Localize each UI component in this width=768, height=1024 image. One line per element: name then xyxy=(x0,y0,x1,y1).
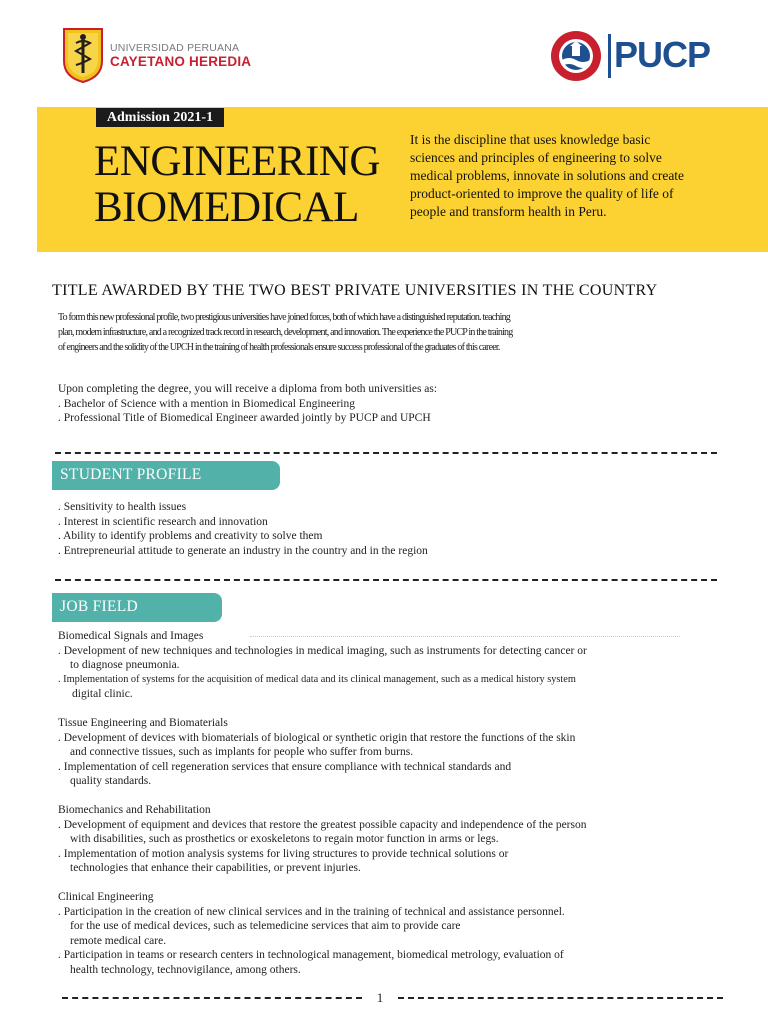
footer-divider-left xyxy=(62,997,362,1001)
program-title-line1: ENGINEERING xyxy=(94,138,380,185)
job-group-biomechanics xyxy=(58,803,748,876)
list-item: . Development of devices with biomaterials of biological or synthetic origin that restore the functions of the skin xyxy=(58,731,576,744)
job-field-tag: JOB FIELD xyxy=(52,593,222,622)
list-item-continuation: with disabilities, such as prosthetics or exoskeletons to regain motor function in arms or legs. xyxy=(70,833,499,845)
list-item-continuation: remote medical care. xyxy=(70,934,167,947)
list-item: . Ability to identify problems and creativity to solve them xyxy=(58,530,323,542)
pucp-wordmark: PUCP xyxy=(614,34,711,75)
admission-badge: Admission 2021-1 xyxy=(96,108,224,127)
divider xyxy=(55,579,717,583)
job-group-heading: Biomedical Signals and Images xyxy=(58,630,204,642)
upch-name-line2: CAYETANO HEREDIA xyxy=(110,54,252,69)
list-item: . Implementation of systems for the acquisition of medical data and its clinical management, such as a medical history system xyxy=(58,673,576,685)
student-profile-tag: STUDENT PROFILE xyxy=(52,461,280,490)
job-group-signals xyxy=(58,629,748,702)
section-heading: TITLE AWARDED BY THE TWO BEST PRIVATE UNIVERSITIES IN THE COUNTRY xyxy=(52,282,658,299)
list-item-continuation: quality standards. xyxy=(70,775,152,787)
job-group-heading: Clinical Engineering xyxy=(58,891,154,903)
job-group-heading: Tissue Engineering and Biomaterials xyxy=(58,717,228,729)
footer-divider-right xyxy=(398,997,723,1001)
list-item-continuation: and connective tissues, such as implants for people who suffer from burns. xyxy=(70,746,414,758)
program-title-line2: BIOMEDICAL xyxy=(94,184,359,231)
job-group-tissue xyxy=(58,716,748,789)
list-item: . Participation in teams or research centers in technological management, biomedical metrology, evaluation of xyxy=(58,949,564,961)
upch-logo xyxy=(62,27,262,83)
pucp-divider xyxy=(608,34,611,78)
list-item-continuation: technologies that enhance their capabilities, or prevent injuries. xyxy=(70,862,361,874)
upch-shield-icon xyxy=(62,27,104,83)
diploma-item: . Professional Title of Biomedical Engineer awarded jointly by PUCP and UPCH xyxy=(58,412,431,424)
list-item-continuation: health technology, technovigilance, among others. xyxy=(70,963,301,976)
list-item: . Interest in scientific research and innovation xyxy=(58,515,268,528)
list-item: . Entrepreneurial attitude to generate an industry in the country and in the region xyxy=(58,544,428,557)
diploma-item: . Bachelor of Science with a mention in Biomedical Engineering xyxy=(58,397,355,410)
intro-paragraph: To form this new professional profile, two prestigious universities have joined forces, both of which have a distinguished reputation. teaching plan, modern infrastructure, and a recognized track record in research, development, and innovation. The experience the PUCP in the training of engineers and the solidity of the UPCH in the training of health professionals ensure success professional of the graduates of this career. xyxy=(58,312,513,353)
list-item: . Participation in the creation of new clinical services and in the training of technical and assistance personnel. xyxy=(58,905,565,918)
list-item-continuation: digital clinic. xyxy=(72,688,133,700)
list-item: . Implementation of cell regeneration services that ensure compliance with technical standards and xyxy=(58,760,512,773)
list-item: . Development of equipment and devices that restore the greatest possible capacity and independence of the person xyxy=(58,818,587,831)
diploma-intro: Upon completing the degree, you will receive a diploma from both universities as: xyxy=(58,383,438,395)
program-description: It is the discipline that uses knowledge basic sciences and principles of engineering to solve medical problems, innovate in solutions and create product-oriented to improve the quality of life of people and transform health in Peru. xyxy=(410,132,685,219)
upch-name-line1: UNIVERSIDAD PERUANA xyxy=(110,42,240,54)
list-item-continuation: for the use of medical devices, such as telemedicine services that aim to provide care xyxy=(70,920,461,932)
job-field-list xyxy=(58,629,748,992)
divider xyxy=(55,452,717,456)
page-number: 1 xyxy=(376,990,384,1005)
list-item: . Implementation of motion analysis systems for living structures to provide technical solutions or xyxy=(58,847,509,860)
diploma-block xyxy=(58,382,658,426)
job-group-clinical xyxy=(58,890,748,977)
pucp-seal-icon xyxy=(550,30,602,82)
pucp-logo xyxy=(550,30,730,82)
list-item: . Sensitivity to health issues xyxy=(58,501,187,513)
student-profile-list xyxy=(58,500,738,558)
list-item-continuation: to diagnose pneumonia. xyxy=(70,659,180,671)
list-item: . Development of new techniques and technologies in medical imaging, such as instruments for detecting cancer or xyxy=(58,644,587,657)
job-group-heading: Biomechanics and Rehabilitation xyxy=(58,804,211,816)
